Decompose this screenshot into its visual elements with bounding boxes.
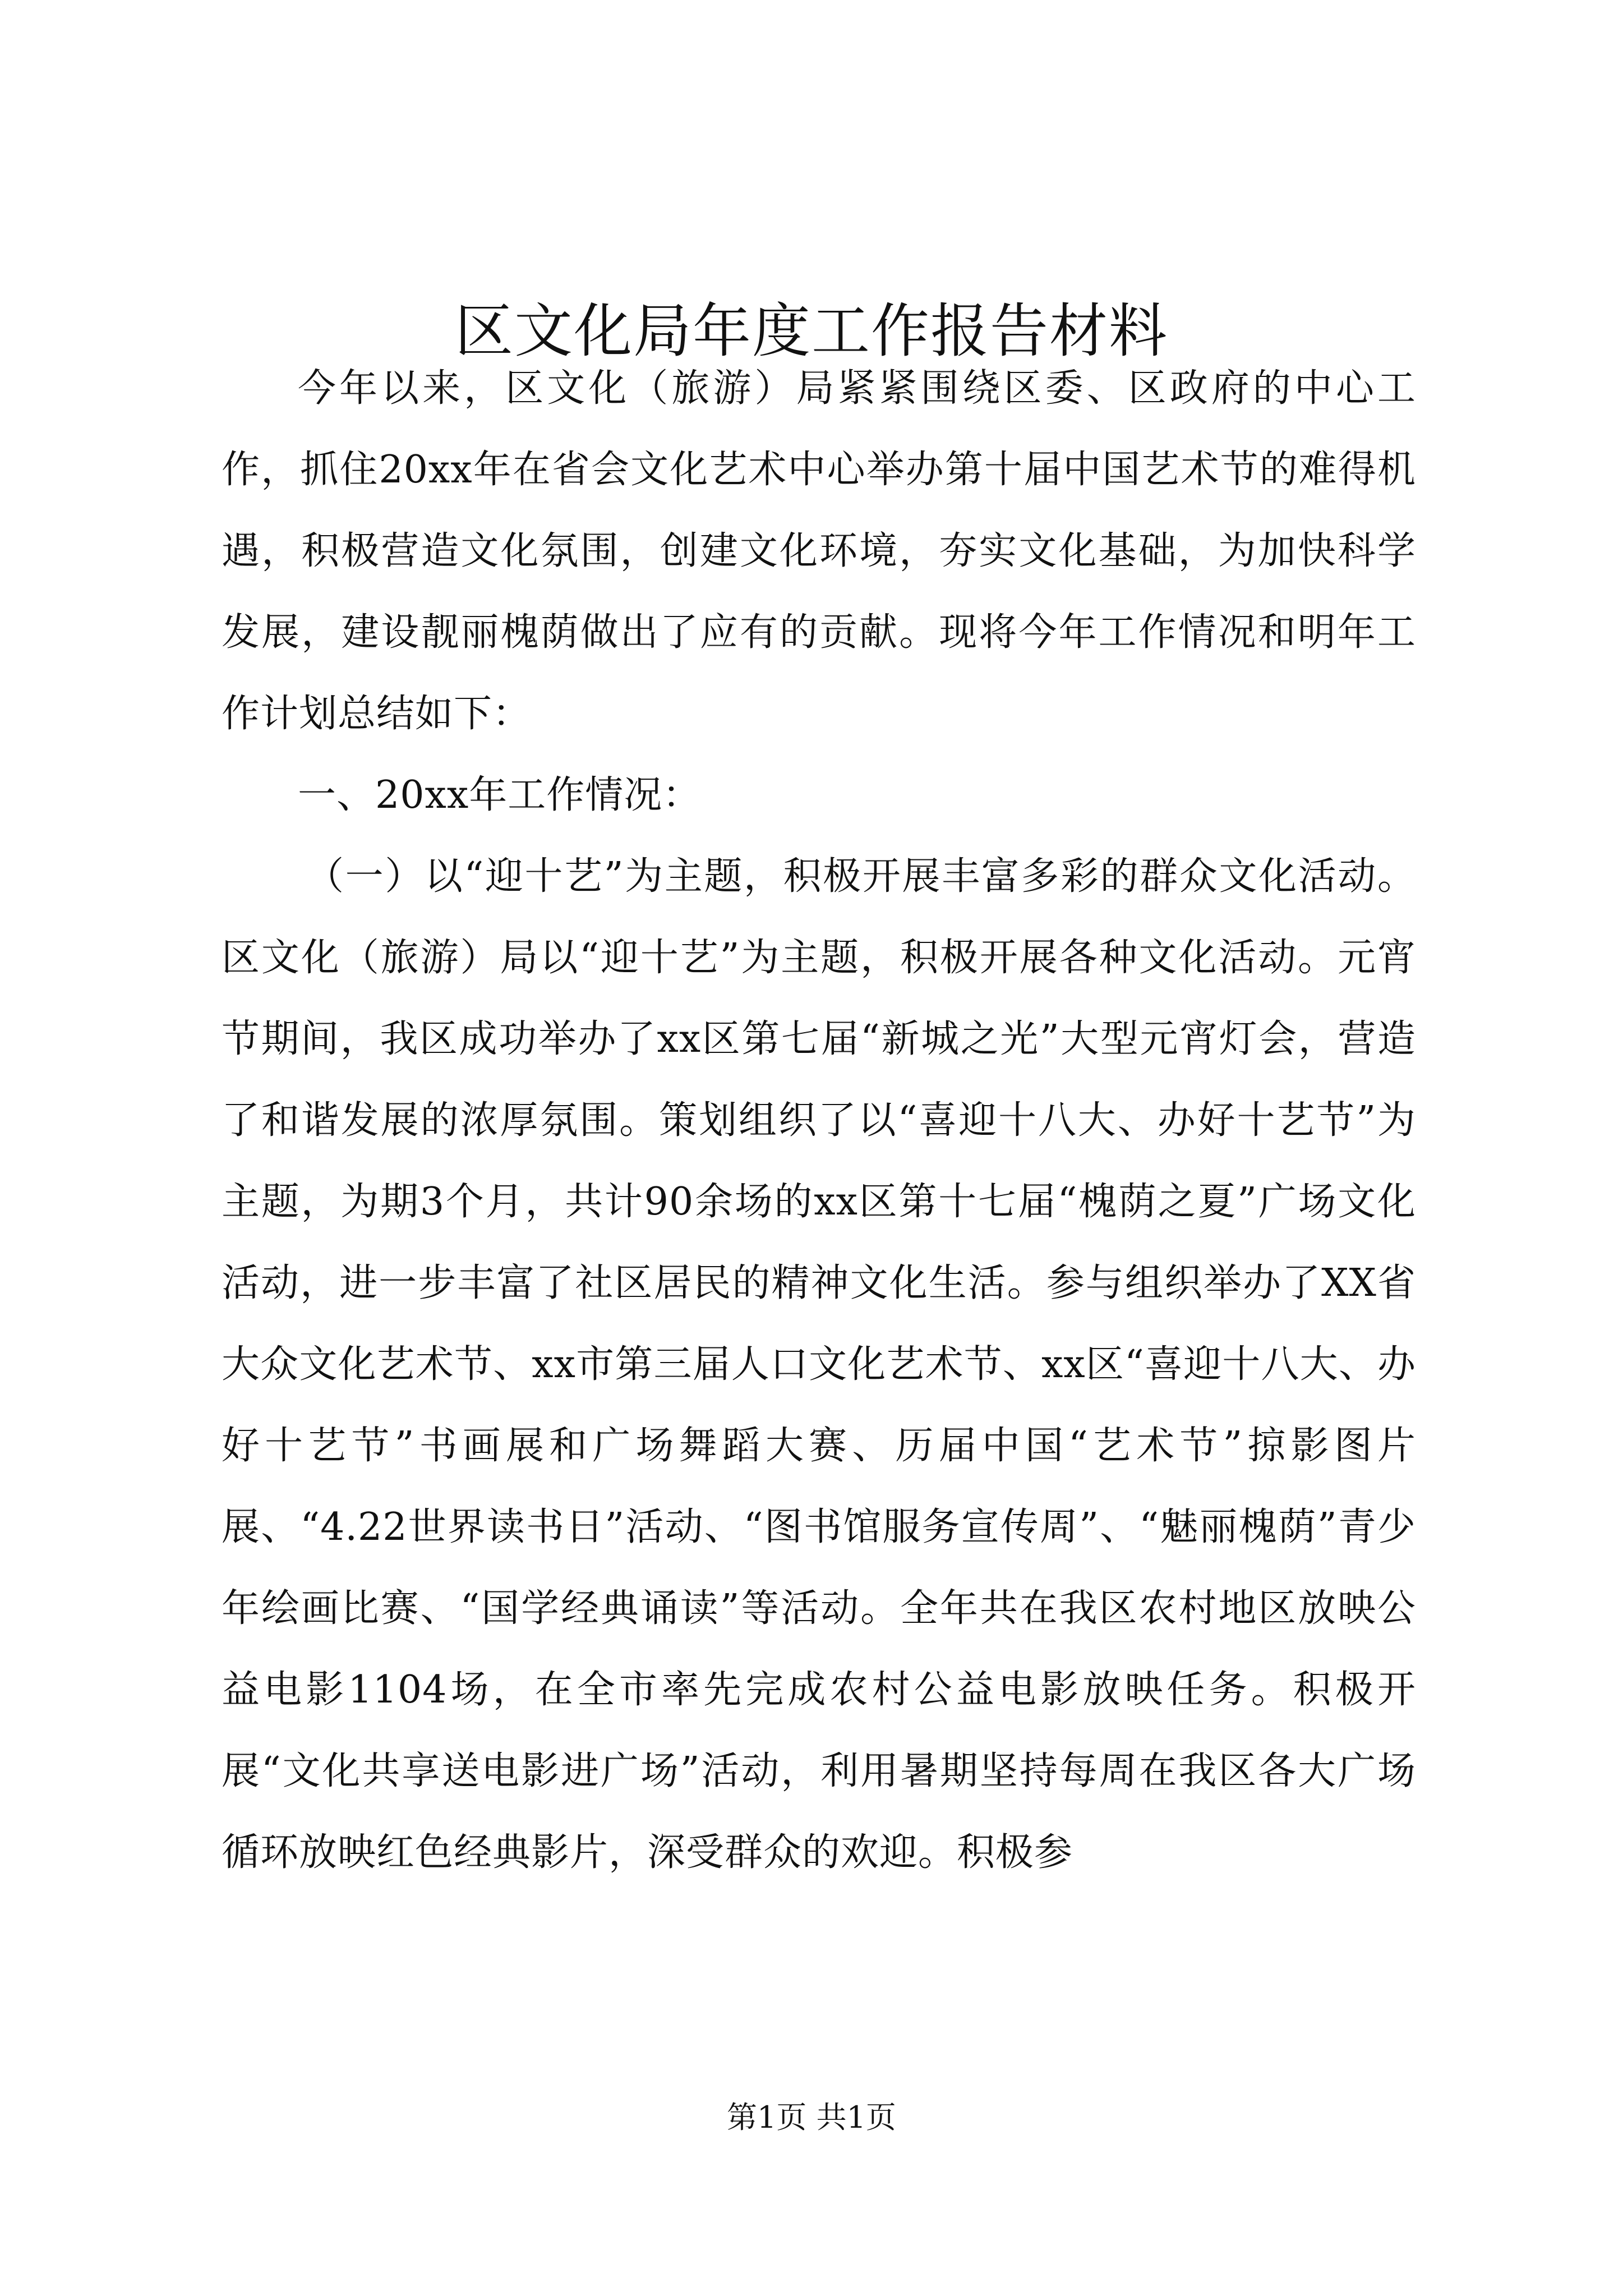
section-heading: 一、20xx年工作情况： bbox=[298, 773, 702, 817]
paragraph-section-one: （一）以“迎十艺”为主题，积极开展丰富多彩的群众文化活动。区文化（旅游）局以“迎十艺”为主题，积极开展各种文化活动。元宵节期间，我区成功举办了xx区第七届“新城之光”大型元宵灯会，营造了和谐发展的浓厚氛围。策划组织了以“喜迎十八大、办好十艺节”为主题，为期3个月，共计90余场的xx区第十七届“槐荫之夏”广场文化活动，进一步丰富了社区居民的精神文化生活。参与组织举办了XX省大众文化艺术节、xx市第三届人口文化艺术节、xx区“喜迎十八大、办好十艺节”书画展和广场舞蹈大赛、历届中国“艺术节”掠影图片展、“4.22世界读书日”活动、“图书馆服务宣传周”、“魅丽槐荫”青少年绘画比赛、“国学经典诵读”等活动。全年共在我区农村地区放映公益电影1104场，在全市率先完成农村公益电影放映任务。积极开展“文化共享送电影进广场”活动，利用暑期坚持每周在我区各大广场循环放映红色经典影片，深受群众的欢迎。积极参 bbox=[222, 854, 1416, 1875]
paragraph-intro: 今年以来，区文化（旅游）局紧紧围绕区委、区政府的中心工作，抓住20xx年在省会文化艺术中心举办第十届中国艺术节的难得机遇，积极营造文化氛围，创建文化环境，夯实文化基础，为加快科学发展，建设靓丽槐荫做出了应有的贡献。现将今年工作情况和明年工作计划总结如下： bbox=[222, 366, 1416, 736]
document-title: 区文化局年度工作报告材料 bbox=[454, 297, 1168, 365]
page-footer: 第1页 共1页 bbox=[727, 2100, 896, 2135]
document-body bbox=[222, 348, 1416, 1893]
